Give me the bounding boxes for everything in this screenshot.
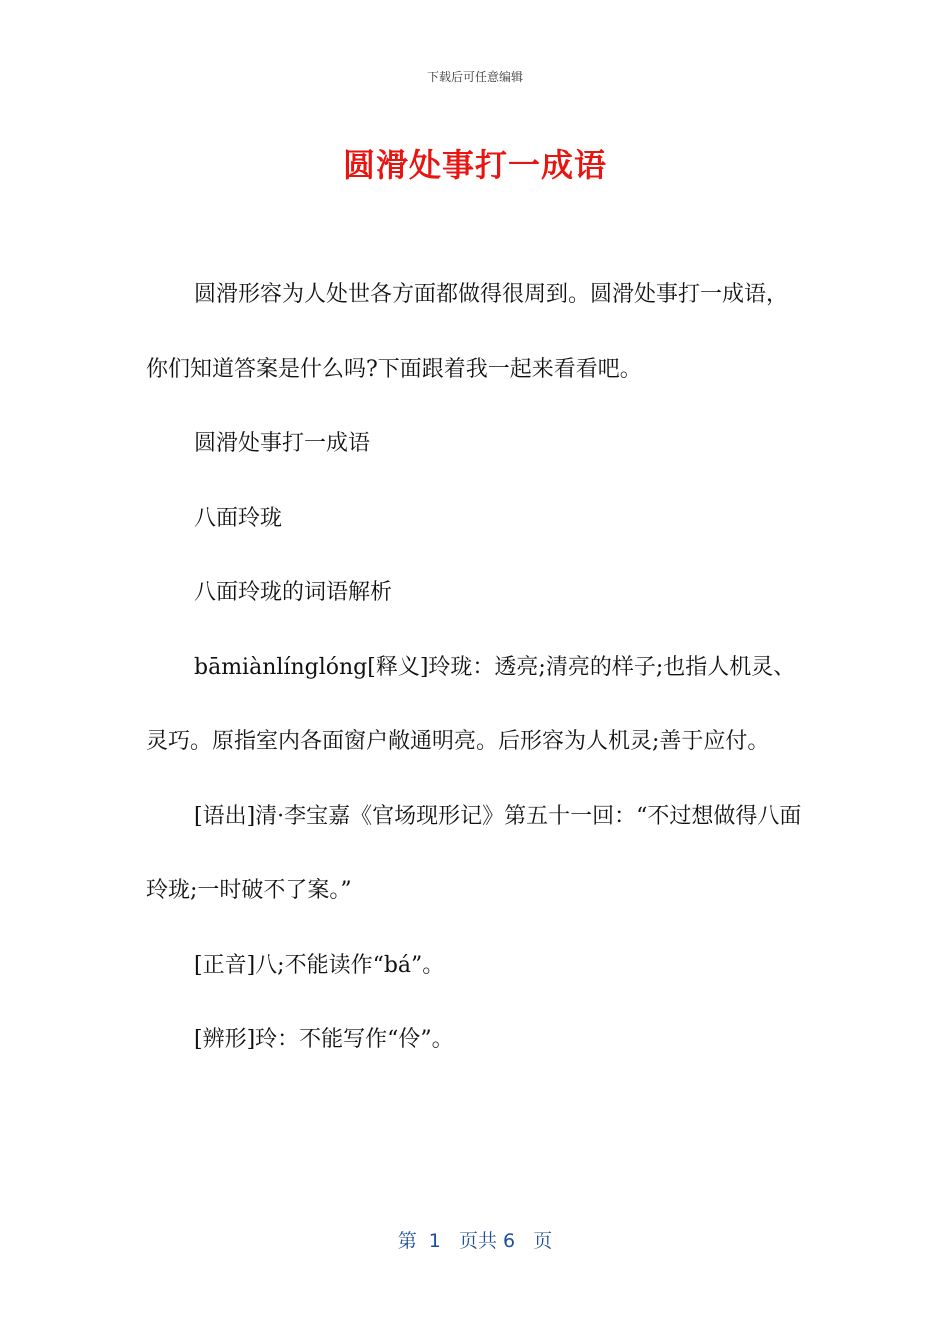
document-title: 圆滑处事打一成语 [342,146,607,184]
paragraph-analysis-heading: 八面玲珑的词语解析 [194,580,393,605]
paragraph-intro: 圆滑形容为人处世各方面都做得很周到。圆滑处事打一成语，你们知道答案是什么吗?下面跟着我一起来看看吧。 [146,282,789,382]
page-number: 第 1 页共 6 页 [397,1230,553,1252]
paragraph-pronunciation: [正音]八;不能读作“bá”。 [194,952,445,978]
paragraph-character-form: [辨形]玲：不能写作“伶”。 [194,1027,454,1052]
paragraph-source: [语出]清·李宝嘉《官场现形记》第五十一回：“不过想做得八面玲珑;一时破不了案。” [146,803,802,903]
document-body [146,258,806,1078]
paragraph-definition: bāmiànlínglóng[释义]玲珑：透亮;清亮的样子;也指人机灵、灵巧。原指室内各面窗户敞通明亮。后形容为人机灵;善于应付。 [146,654,796,754]
paragraph-answer: 八面玲珑 [194,505,283,531]
paragraph-subheading: 圆滑处事打一成语 [194,431,371,456]
header-note: 下载后可任意编辑 [426,70,523,84]
